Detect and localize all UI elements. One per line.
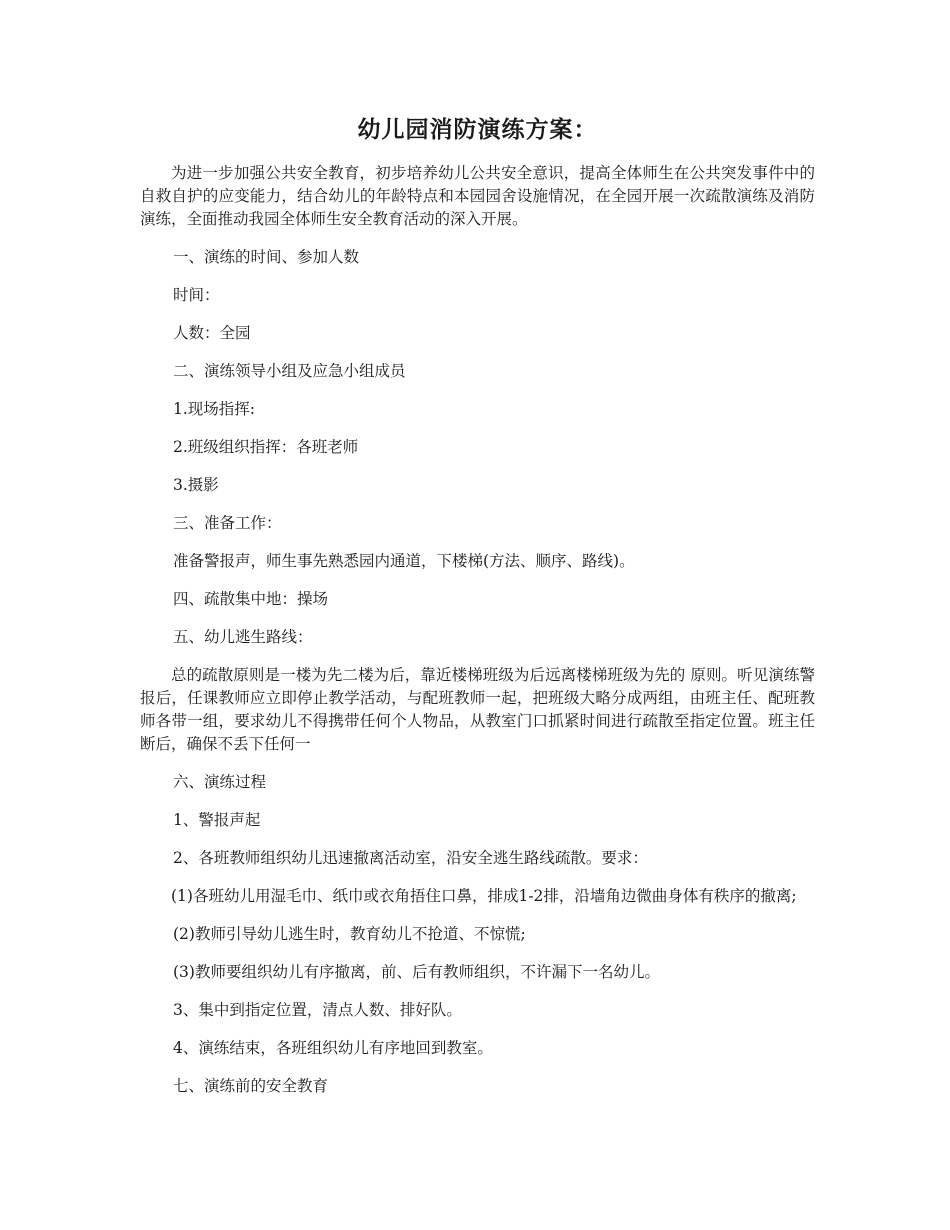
section-7-heading: 七、演练前的安全教育 xyxy=(173,1077,329,1095)
section-6-step-2: 2、各班教师组织幼儿迅速撤离活动室，沿安全逃生路线疏散。要求： xyxy=(173,849,648,867)
section-4-heading: 四、疏散集中地：操场 xyxy=(173,590,329,608)
section-2-heading: 二、演练领导小组及应急小组成员 xyxy=(173,362,406,380)
section-6-step-1: 1、警报声起 xyxy=(173,811,261,829)
section-6-requirement-1: (1)各班幼儿用湿毛巾、纸巾或衣角捂住口鼻，排成1-2排，沿墙角边微曲身体有秩序的撤离; xyxy=(171,887,797,905)
section-2-item-3: 3.摄影 xyxy=(173,476,219,494)
intro-paragraph: 为进一步加强公共安全教育，初步培养幼儿公共安全意识，提高全体师生在公共突发事件中的自救自护的应变能力，结合幼儿的年龄特点和本园园舍设施情况，在全园开展一次疏散演练及消防演练，全面推动我园全体师生安全教育活动的深入开展。 xyxy=(140,164,815,228)
section-3-text: 准备警报声，师生事先熟悉园内通道，下楼梯(方法、顺序、路线)。 xyxy=(173,552,635,570)
section-1-heading: 一、演练的时间、参加人数 xyxy=(173,248,360,266)
section-2-item-1: 1.现场指挥: xyxy=(173,400,256,418)
document-title: 幼儿园消防演练方案： xyxy=(357,117,598,143)
section-3-heading: 三、准备工作： xyxy=(173,514,282,532)
section-6-requirement-2: (2)教师引导幼儿逃生时，教育幼儿不抢道、不惊慌; xyxy=(173,925,526,943)
section-1-time: 时间： xyxy=(173,286,220,304)
section-5-heading: 五、幼儿逃生路线： xyxy=(173,628,313,646)
section-6-heading: 六、演练过程 xyxy=(173,773,267,791)
section-6-step-3: 3、集中到指定位置，清点人数、排好队。 xyxy=(173,1001,462,1019)
section-1-people: 人数：全园 xyxy=(173,324,251,342)
section-6-step-4: 4、演练结束，各班组织幼儿有序地回到教室。 xyxy=(173,1039,493,1057)
section-2-item-2: 2.班级组织指挥：各班老师 xyxy=(173,438,359,456)
section-5-text: 总的疏散原则是一楼为先二楼为后，靠近楼梯班级为后远离楼梯班级为先的 原则。听见演练警报后，任课教师应立即停止教学活动，与配班教师一起，把班级大略分成两组，由班主任、配班教师各带一组，要求幼儿不得携带任何个人物品，从教室门口抓紧时间进行疏散至指定位置。班主任断后，确保不丢下任何一 xyxy=(140,666,815,753)
section-6-requirement-3: (3)教师要组织幼儿有序撤离，前、后有教师组织，不许漏下一名幼儿。 xyxy=(173,963,660,981)
